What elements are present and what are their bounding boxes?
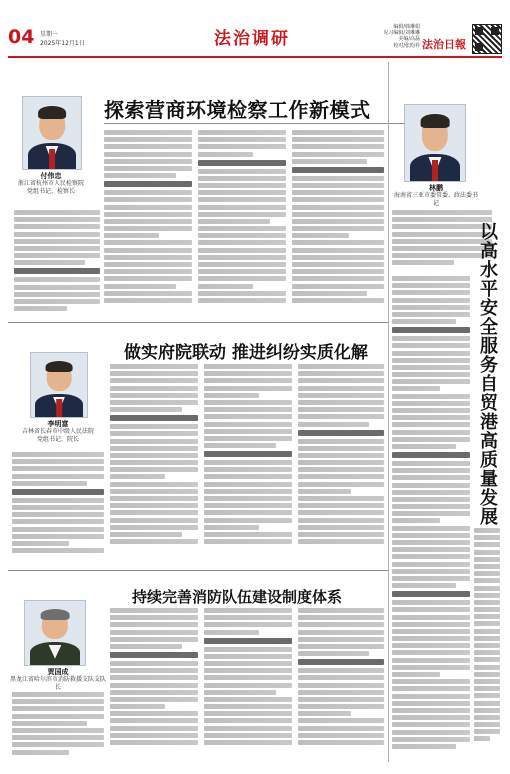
person-title: 黑龙江省哈尔滨市消防救援支队支队长: [9, 676, 106, 691]
article-body: [110, 364, 198, 564]
date-weekday: 星期一: [40, 31, 59, 38]
article-headline: 做实府院联动 推进纠纷实质化解: [124, 343, 368, 363]
article-body: [292, 130, 384, 318]
article-headline-vertical: 以高水平安全服务自贸港高质量发展: [477, 222, 498, 526]
person-name: 贾国成: [47, 668, 69, 676]
person-title: 浙江省杭州市人民检察院: [17, 180, 84, 187]
editor-line: 校对/张昀祥: [393, 42, 420, 49]
person-title: 党组书记、院长: [36, 436, 79, 443]
article-body: [204, 364, 292, 564]
article-body: [204, 608, 292, 762]
article-body: [392, 276, 470, 756]
person-name: 林鹏: [429, 184, 443, 192]
article-body: [104, 130, 192, 318]
person-caption: [392, 184, 480, 208]
person-name: 付伟忠: [40, 172, 62, 180]
person-title: 党组书记、检察长: [26, 188, 75, 195]
article-body: [14, 210, 100, 318]
article-divider: [8, 322, 388, 323]
editor-line: 编辑/韩琳娟: [393, 24, 420, 30]
portrait-photo: [22, 96, 82, 170]
date-line: 2025年12月1日: [40, 40, 85, 47]
article-body: [298, 608, 384, 762]
article-body: [198, 130, 286, 318]
page-number: 04: [8, 26, 35, 48]
section-title: 法治调研: [214, 29, 290, 49]
article-divider: [8, 570, 388, 571]
person-caption: [8, 172, 94, 196]
portrait-photo: [24, 600, 86, 666]
column-divider: [388, 62, 389, 762]
editor-credits: [366, 24, 420, 49]
masthead-rule: [8, 56, 502, 58]
person-title: 海南省三亚市委常委、政法委书记: [393, 192, 478, 207]
paper-logo: 法治日報: [422, 38, 466, 51]
portrait-photo: [30, 352, 88, 418]
person-title: 吉林省长春市中级人民法院: [21, 428, 94, 435]
article-headline: 探索营商环境检察工作新模式: [104, 98, 371, 122]
article-body: [298, 364, 384, 564]
article-body: [474, 528, 500, 756]
article-headline: 持续完善消防队伍建设制度体系: [132, 588, 343, 606]
editor-line: 见习编辑/刘琳琳: [383, 30, 420, 37]
article-body: [12, 692, 104, 762]
headline-rule: [104, 123, 404, 124]
person-name: 李明富: [47, 420, 69, 428]
article-body: [12, 452, 104, 562]
person-caption: [8, 420, 108, 444]
qr-code-icon: [472, 24, 502, 54]
person-caption: [8, 668, 108, 692]
editor-line: 美编/高磊: [398, 36, 420, 43]
article-body: [110, 608, 198, 762]
portrait-photo: [404, 104, 466, 182]
